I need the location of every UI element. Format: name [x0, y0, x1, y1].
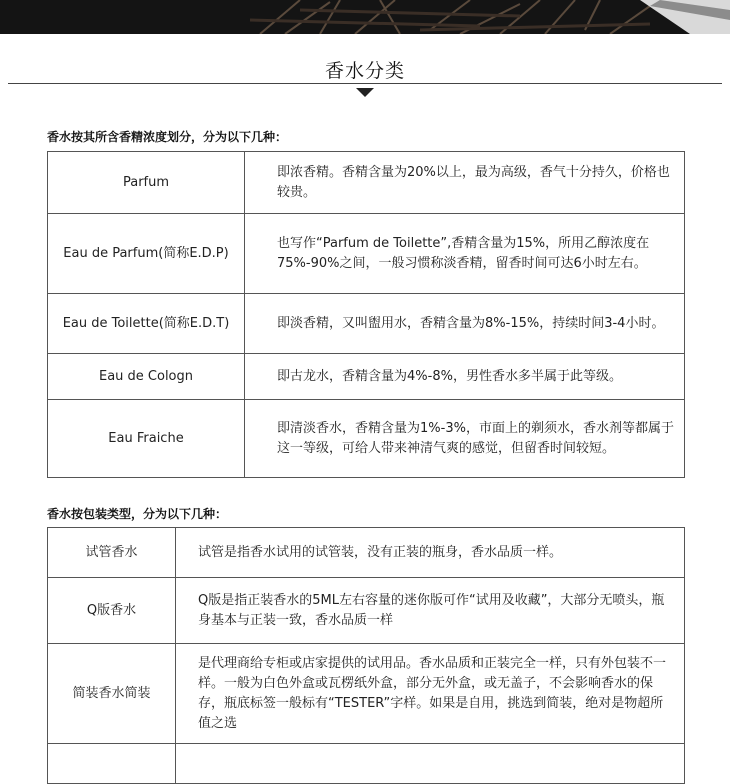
- type-name: Parfum: [48, 152, 245, 214]
- type-description: 即淡香精，又叫盥用水，香精含量为8%-15%，持续时间3-4小时。: [245, 294, 685, 354]
- type-name: Eau de Parfum(简称E.D.P): [48, 214, 245, 294]
- package-name: 简装香水简装: [48, 644, 176, 744]
- table-row: [48, 214, 685, 294]
- type-description: 即清淡香水，香精含量为1%-3%，市面上的剃须水，香水剂等都属于这一等级，可给人带来神清气爽的感觉，但留香时间较短。: [245, 400, 685, 478]
- type-description: 即浓香精。香精含量为20%以上，最为高级，香气十分持久，价格也较贵。: [245, 152, 685, 214]
- package-name: 试管香水: [48, 528, 176, 578]
- package-description: [176, 744, 685, 784]
- package-description: 是代理商给专柜或店家提供的试用品。香水品质和正装完全一样，只有外包装不一样。一般为白色外盒或瓦楞纸外盒，部分无外盒，或无盖子，不会影响香水的保存，瓶底标签一般标有“TESTER”字样。如果是自用，挑选到简装，绝对是物超所值之选: [176, 644, 685, 744]
- concentration-heading: 香水按其所含香精浓度划分，分为以下几种：: [47, 130, 288, 144]
- divider: [8, 83, 722, 84]
- type-description: 也写作“Parfum de Toilette”,香精含量为15%，所用乙醇浓度在75%-90%之间，一般习惯称淡香精，留香时间可达6小时左右。: [245, 214, 685, 294]
- type-name: Eau de Cologn: [48, 354, 245, 400]
- type-name: Eau de Toilette(简称E.D.T): [48, 294, 245, 354]
- packaging-table: [47, 527, 685, 784]
- down-arrow-icon: [356, 88, 374, 97]
- concentration-table: [47, 151, 685, 478]
- table-row: [48, 528, 685, 578]
- table-row: [48, 400, 685, 478]
- table-row: [48, 294, 685, 354]
- package-name: Q版香水: [48, 578, 176, 644]
- section-header: [0, 34, 730, 104]
- package-description: 试管是指香水试用的试管装，没有正装的瓶身，香水品质一样。: [176, 528, 685, 578]
- table-row: [48, 744, 685, 784]
- package-name: [48, 744, 176, 784]
- table-row: [48, 152, 685, 214]
- package-description: Q版是指正装香水的5ML左右容量的迷你版可作“试用及收藏”，大部分无喷头，瓶身基本与正装一致，香水品质一样: [176, 578, 685, 644]
- banner-decoration: [0, 0, 730, 34]
- table-row: [48, 644, 685, 744]
- table-row: [48, 354, 685, 400]
- header-banner-image: [0, 0, 730, 34]
- table-row: [48, 578, 685, 644]
- type-name: Eau Fraiche: [48, 400, 245, 478]
- page-title: 香水分类: [324, 60, 405, 82]
- type-description: 即古龙水，香精含量为4%-8%，男性香水多半属于此等级。: [245, 354, 685, 400]
- packaging-heading: 香水按包装类型，分为以下几种：: [47, 507, 228, 521]
